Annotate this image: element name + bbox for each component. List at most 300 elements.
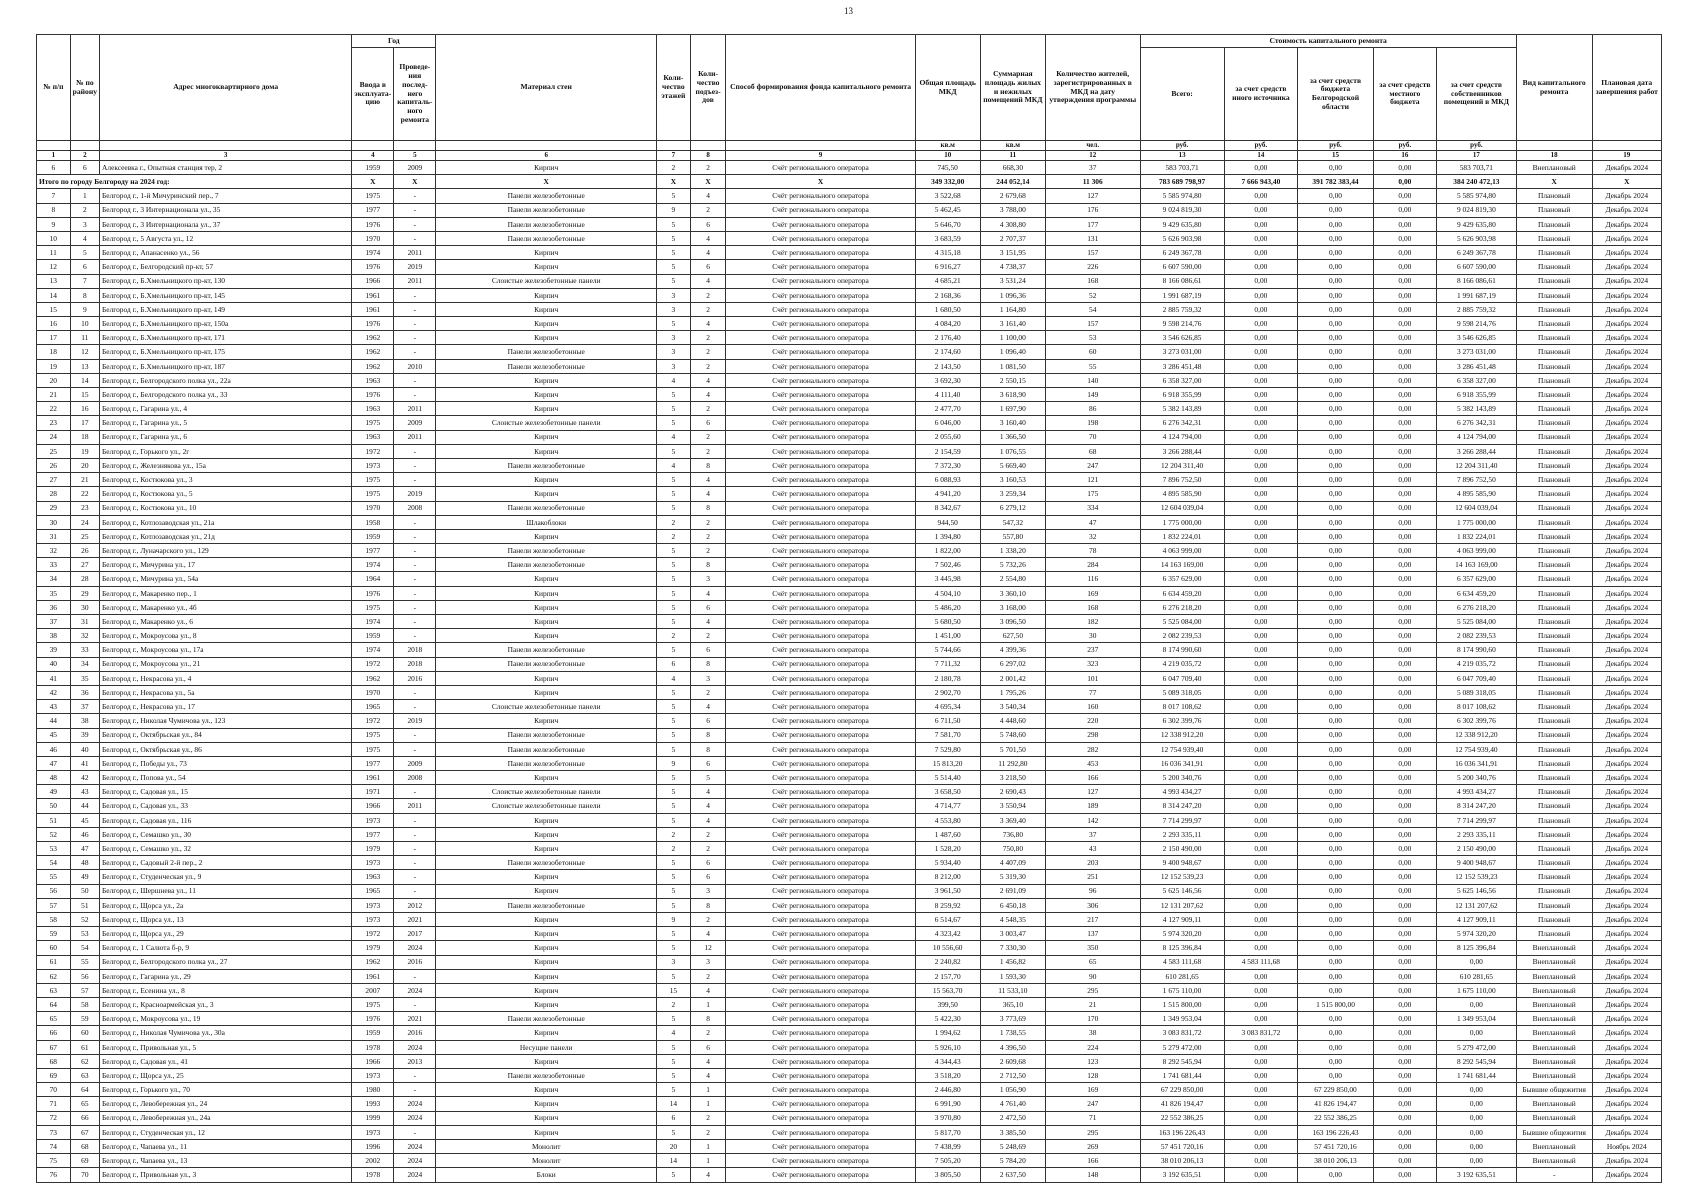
table-row [37,700,1662,714]
table-cell: 8 292 545,94 [1140,1054,1224,1068]
table-cell: - [394,1083,436,1097]
table-cell: Счёт регионального оператора [726,756,915,770]
table-row [37,458,1662,472]
table-cell: 0,00 [1298,827,1374,841]
table-cell: Счёт регионального оператора [726,1168,915,1182]
table-cell: 4 [690,388,726,402]
table-cell: 6 [690,416,726,430]
unit-cell [352,141,394,151]
unit-cell [70,141,99,151]
table-cell: 4 [690,615,726,629]
table-cell: Декабрь 2024 [1592,1012,1661,1026]
table-cell: 2 [690,345,726,359]
table-cell: 7 896 752,50 [1436,473,1516,487]
table-cell: 8 [690,742,726,756]
table-cell: 0,00 [1224,1040,1298,1054]
total-cell: 391 782 383,44 [1298,175,1374,189]
total-cell: 0,00 [1373,175,1436,189]
table-cell: 4 344,43 [915,1054,980,1068]
table-cell: 736,80 [980,827,1045,841]
table-cell: 4 [657,430,691,444]
table-cell: Плановый [1516,458,1592,472]
table-cell: 0,00 [1373,955,1436,969]
table-cell: 1961 [352,771,394,785]
table-cell: 8 174 990,60 [1140,643,1224,657]
table-cell: Декабрь 2024 [1592,260,1661,274]
total-cell: X [352,175,394,189]
table-cell: 6 [690,600,726,614]
table-cell: Счёт регионального оператора [726,714,915,728]
table-cell: Белгород г., Щорса ул., 2а [100,898,352,912]
table-cell: Счёт регионального оператора [726,1097,915,1111]
table-cell: 3 773,69 [980,1012,1045,1026]
table-cell: Белгород г., Победы ул., 73 [100,756,352,770]
table-cell: 2013 [394,1054,436,1068]
table-cell: 3 970,80 [915,1111,980,1125]
table-cell: 1962 [352,671,394,685]
table-cell: 0,00 [1298,756,1374,770]
table-cell: 50 [37,799,71,813]
table-row [37,586,1662,600]
table-cell: Белгород г., Костюкова ул., 5 [100,487,352,501]
table-cell: 2 [690,1125,726,1139]
table-cell: 7 714 299,97 [1436,813,1516,827]
table-cell: - [394,870,436,884]
col-header: № п/п [37,35,71,141]
unit-cell: чел. [1045,141,1140,151]
table-cell: 1973 [352,898,394,912]
col-header: Способ формирования фонда капитального ремонта [726,35,915,141]
table-cell: 2 609,68 [980,1054,1045,1068]
table-cell: Кирпич [436,983,657,997]
table-cell: 116 [1045,572,1140,586]
table-cell: 0,00 [1436,1097,1516,1111]
table-cell: 0,00 [1224,544,1298,558]
table-cell: 3 385,50 [980,1125,1045,1139]
table-cell: 5 [657,217,691,231]
table-cell: 4 [690,927,726,941]
table-cell: Плановый [1516,274,1592,288]
table-cell: 4 [690,785,726,799]
table-cell: 6 [690,260,726,274]
table-cell: 1972 [352,444,394,458]
table-cell: 5 [657,1125,691,1139]
col-header: за счет средств местного бюджета [1373,48,1436,141]
table-cell: Белгород г., Б.Хмельницкого пр-кт, 150а [100,317,352,331]
table-row [37,998,1662,1012]
table-cell: - [394,842,436,856]
table-cell: Счёт регионального оператора [726,203,915,217]
table-cell: Счёт регионального оператора [726,317,915,331]
table-cell: 41 826 194,47 [1298,1097,1374,1111]
table-cell: 0,00 [1224,728,1298,742]
table-cell: 6 276 342,31 [1140,416,1224,430]
col-group-year: Год [352,35,436,48]
table-cell: 12 152 539,23 [1140,870,1224,884]
table-cell: Плановый [1516,572,1592,586]
table-cell: 6 [690,856,726,870]
table-cell: 163 196 226,43 [1298,1125,1374,1139]
table-cell: 3 550,94 [980,799,1045,813]
table-cell: Панели железобетонные [436,558,657,572]
table-cell: 0,00 [1224,586,1298,600]
table-cell: 5 817,70 [915,1125,980,1139]
table-cell: 2 [657,161,691,175]
col-header: Проведе-ния послед-него капиталь-ного ремонта [394,48,436,141]
table-cell: Кирпич [436,473,657,487]
table-cell: Декабрь 2024 [1592,827,1661,841]
table-cell: Счёт регионального оператора [726,345,915,359]
table-cell: 0,00 [1373,1083,1436,1097]
table-cell: 1 [690,1154,726,1168]
table-cell: 3 161,40 [980,317,1045,331]
table-cell: 7 [37,189,71,203]
table-cell: Белгород г., Садовая ул., 41 [100,1054,352,1068]
table-cell: 0,00 [1298,685,1374,699]
table-cell: - [394,998,436,1012]
table-cell: - [394,785,436,799]
table-cell: Плановый [1516,501,1592,515]
table-cell: 5 [70,246,99,260]
table-cell: 0,00 [1373,260,1436,274]
table-cell: Декабрь 2024 [1592,1111,1661,1125]
table-cell: 0,00 [1224,1069,1298,1083]
table-cell: 5 680,50 [915,615,980,629]
table-cell: Слоистые железобетонные панели [436,416,657,430]
table-cell: 66 [37,1026,71,1040]
table-cell: 21 [37,388,71,402]
table-cell: 160 [1045,700,1140,714]
table-cell: 12 [690,941,726,955]
capital-repair-table [36,34,1662,1183]
table-cell: 3 003,47 [980,927,1045,941]
table-cell: 1966 [352,274,394,288]
table-cell: 0,00 [1373,927,1436,941]
table-cell: 26 [70,544,99,558]
table-cell: 101 [1045,671,1140,685]
table-cell: 1 832 224,01 [1436,529,1516,543]
table-cell: 0,00 [1373,998,1436,1012]
unit-cell [1592,141,1661,151]
table-cell: Плановый [1516,842,1592,856]
table-cell: 0,00 [1373,742,1436,756]
table-cell: 295 [1045,983,1140,997]
table-cell: Кирпич [436,1111,657,1125]
table-cell: Счёт регионального оператора [726,529,915,543]
table-cell: 1 081,50 [980,359,1045,373]
table-cell: 2 707,37 [980,231,1045,245]
table-cell: 5 934,40 [915,856,980,870]
table-cell: 1959 [352,529,394,543]
table-cell: 1 697,90 [980,402,1045,416]
table-cell: Бывшие общежития [1516,1083,1592,1097]
unit-cell [657,141,691,151]
table-cell: 12 754 939,40 [1140,742,1224,756]
table-cell: Белгород г., Луначарского ул., 129 [100,544,352,558]
table-cell: 61 [37,955,71,969]
table-cell: 0,00 [1298,189,1374,203]
table-cell: 2 150 490,00 [1140,842,1224,856]
table-cell: 1962 [352,331,394,345]
table-cell: Плановый [1516,643,1592,657]
table-cell: - [394,1125,436,1139]
table-cell: 2 885 759,32 [1436,302,1516,316]
table-cell: 5 [657,969,691,983]
total-cell: 7 666 943,40 [1224,175,1298,189]
table-cell: 5 [657,728,691,742]
table-cell: Декабрь 2024 [1592,231,1661,245]
column-number-cell: 1 [37,151,71,161]
table-cell: 0,00 [1373,1054,1436,1068]
table-cell: 157 [1045,246,1140,260]
table-cell: 0,00 [1224,189,1298,203]
table-cell: 9 400 948,67 [1140,856,1224,870]
column-number-cell: 4 [352,151,394,161]
table-cell: 1976 [352,1012,394,1026]
table-cell: 8 [690,657,726,671]
table-cell: 6 088,93 [915,473,980,487]
table-cell: Белгород г., Б.Хмельницкого пр-кт, 175 [100,345,352,359]
table-cell: 298 [1045,728,1140,742]
table-cell: 583 703,71 [1436,161,1516,175]
table-cell: 23 [37,416,71,430]
table-row [37,827,1662,841]
table-cell: 0,00 [1224,842,1298,856]
table-cell: 0,00 [1224,898,1298,912]
table-cell: Декабрь 2024 [1592,302,1661,316]
table-cell: 5 [657,473,691,487]
column-number-cell: 7 [657,151,691,161]
table-cell: 5 [657,317,691,331]
table-cell: 6 358 327,00 [1436,373,1516,387]
table-cell: 11 533,10 [980,983,1045,997]
table-cell: 2 [690,288,726,302]
table-cell: 3 286 451,48 [1140,359,1224,373]
table-cell: Счёт регионального оператора [726,458,915,472]
table-cell: 1 487,60 [915,827,980,841]
table-cell: 3 369,40 [980,813,1045,827]
table-cell: 61 [70,1040,99,1054]
table-cell: Плановый [1516,416,1592,430]
table-row [37,1154,1662,1168]
table-cell: Декабрь 2024 [1592,842,1661,856]
table-cell: Декабрь 2024 [1592,430,1661,444]
table-cell: Плановый [1516,813,1592,827]
table-cell: 9 [657,203,691,217]
table-cell: Белгород г., Гагарина ул., 6 [100,430,352,444]
table-cell: 1962 [352,359,394,373]
table-row [37,1012,1662,1026]
table-cell: 0,00 [1224,161,1298,175]
table-cell: 0,00 [1373,501,1436,515]
table-cell: 75 [37,1154,71,1168]
table-cell: 0,00 [1224,1168,1298,1182]
table-cell: 15 563,70 [915,983,980,997]
table-cell: 11 [37,246,71,260]
table-cell: 52 [37,827,71,841]
table-cell: Счёт регионального оператора [726,927,915,941]
table-row [37,1111,1662,1125]
table-cell: 3 [657,345,691,359]
table-cell: 2009 [394,756,436,770]
table-cell: Счёт регионального оператора [726,288,915,302]
table-cell: 3 [657,302,691,316]
table-cell: Счёт регионального оператора [726,799,915,813]
table-cell: Внеплановый [1516,969,1592,983]
table-cell: 8 314 247,20 [1140,799,1224,813]
table-cell: 1975 [352,473,394,487]
table-cell: 0,00 [1224,1012,1298,1026]
table-cell: 60 [70,1026,99,1040]
table-cell: 2007 [352,983,394,997]
table-cell: 54 [37,856,71,870]
table-cell: 3 546 626,85 [1140,331,1224,345]
table-cell: 4 396,50 [980,1040,1045,1054]
table-cell: 5 [657,1168,691,1182]
table-row [37,317,1662,331]
table-cell: 42 [70,771,99,785]
total-cell: X [394,175,436,189]
table-cell: 0,00 [1224,302,1298,316]
table-cell: 168 [1045,274,1140,288]
table-cell: 4 323,42 [915,927,980,941]
column-number-cell: 17 [1436,151,1516,161]
table-cell: 2016 [394,955,436,969]
table-cell: 0,00 [1373,203,1436,217]
table-cell: 0,00 [1298,231,1374,245]
table-cell: 42 [37,685,71,699]
table-cell: Декабрь 2024 [1592,728,1661,742]
table-cell: 16 [37,317,71,331]
table-cell: Кирпич [436,302,657,316]
table-cell: 12 131 207,62 [1436,898,1516,912]
column-number-cell: 2 [70,151,99,161]
table-cell: Кирпич [436,388,657,402]
table-cell: 0,00 [1298,203,1374,217]
table-cell: 3 [657,288,691,302]
table-row [37,1083,1662,1097]
table-cell: 2016 [394,671,436,685]
table-cell: 9 [657,912,691,926]
table-cell: 0,00 [1298,373,1374,387]
table-cell: Плановый [1516,898,1592,912]
table-cell: 1 795,26 [980,685,1045,699]
table-cell: 6 [70,161,99,175]
table-row [37,615,1662,629]
column-number-cell: 18 [1516,151,1592,161]
table-row [37,402,1662,416]
table-cell: 1973 [352,813,394,827]
table-cell: 24 [37,430,71,444]
table-cell: 5 669,40 [980,458,1045,472]
table-cell: 6 279,12 [980,501,1045,515]
table-cell: Внеплановый [1516,1097,1592,1111]
table-cell: Декабрь 2024 [1592,359,1661,373]
table-cell: Кирпич [436,402,657,416]
table-cell: 1974 [352,558,394,572]
table-cell: 557,80 [980,529,1045,543]
table-cell: 58 [70,998,99,1012]
table-cell: 0,00 [1224,1154,1298,1168]
table-cell: 0,00 [1298,515,1374,529]
table-cell: 90 [1045,969,1140,983]
table-cell: 7 529,80 [915,742,980,756]
table-cell: 4 [690,799,726,813]
table-cell: 49 [70,870,99,884]
table-cell: 365,10 [980,998,1045,1012]
table-cell: 2 082 239,53 [1436,629,1516,643]
col-header: Всего: [1140,48,1224,141]
table-cell: Внеплановый [1516,1040,1592,1054]
table-cell: 72 [37,1111,71,1125]
table-cell: 5 [657,799,691,813]
table-cell: 62 [70,1054,99,1068]
table-cell: Плановый [1516,615,1592,629]
table-row [37,203,1662,217]
table-cell: 2 679,68 [980,189,1045,203]
table-cell: 6 297,02 [980,657,1045,671]
table-cell: 2 293 335,11 [1436,827,1516,841]
table-cell: 0,00 [1373,1125,1436,1139]
table-cell: 1 822,00 [915,544,980,558]
table-cell: Декабрь 2024 [1592,629,1661,643]
table-cell: 86 [1045,402,1140,416]
table-cell: 5 514,40 [915,771,980,785]
table-cell: 21 [1045,998,1140,1012]
table-cell: 3 [70,217,99,231]
table-cell: 3 083 831,72 [1140,1026,1224,1040]
table-cell: 5 525 084,00 [1140,615,1224,629]
table-cell: 6 [690,1040,726,1054]
table-cell: 4 [70,231,99,245]
table-row [37,260,1662,274]
table-cell: 2 [690,203,726,217]
table-cell: 4 127 909,11 [1140,912,1224,926]
table-cell: 0,00 [1298,1040,1374,1054]
table-cell: 0,00 [1298,388,1374,402]
table-cell: Белгород г., Гагарина ул., 4 [100,402,352,416]
table-cell: 1973 [352,856,394,870]
table-cell: 62 [37,969,71,983]
table-cell: Белгород г., Красноармейская ул., 3 [100,998,352,1012]
table-cell: 15 [657,983,691,997]
table-cell: 27 [37,473,71,487]
table-cell: Декабрь 2024 [1592,1054,1661,1068]
table-cell: Внеплановый [1516,1054,1592,1068]
table-cell: 1 [690,1083,726,1097]
table-cell: 1 593,30 [980,969,1045,983]
table-cell: 2 [690,161,726,175]
table-cell: Кирпич [436,572,657,586]
table-cell: 5 200 340,76 [1436,771,1516,785]
table-cell: 7 581,70 [915,728,980,742]
table-row [37,1069,1662,1083]
table-cell: Плановый [1516,657,1592,671]
table-cell: Белгород г., Макаренко ул., 4б [100,600,352,614]
table-cell: 166 [1045,1154,1140,1168]
table-cell: 1 515 800,00 [1140,998,1224,1012]
table-cell: Плановый [1516,856,1592,870]
table-cell: 34 [37,572,71,586]
table-cell: 64 [70,1083,99,1097]
table-cell: 7 372,30 [915,458,980,472]
table-cell: Декабрь 2024 [1592,671,1661,685]
table-cell: 1 515 800,00 [1298,998,1374,1012]
table-cell: 251 [1045,870,1140,884]
table-cell: - [394,203,436,217]
table-cell: 0,00 [1224,870,1298,884]
column-number-cell: 19 [1592,151,1661,161]
